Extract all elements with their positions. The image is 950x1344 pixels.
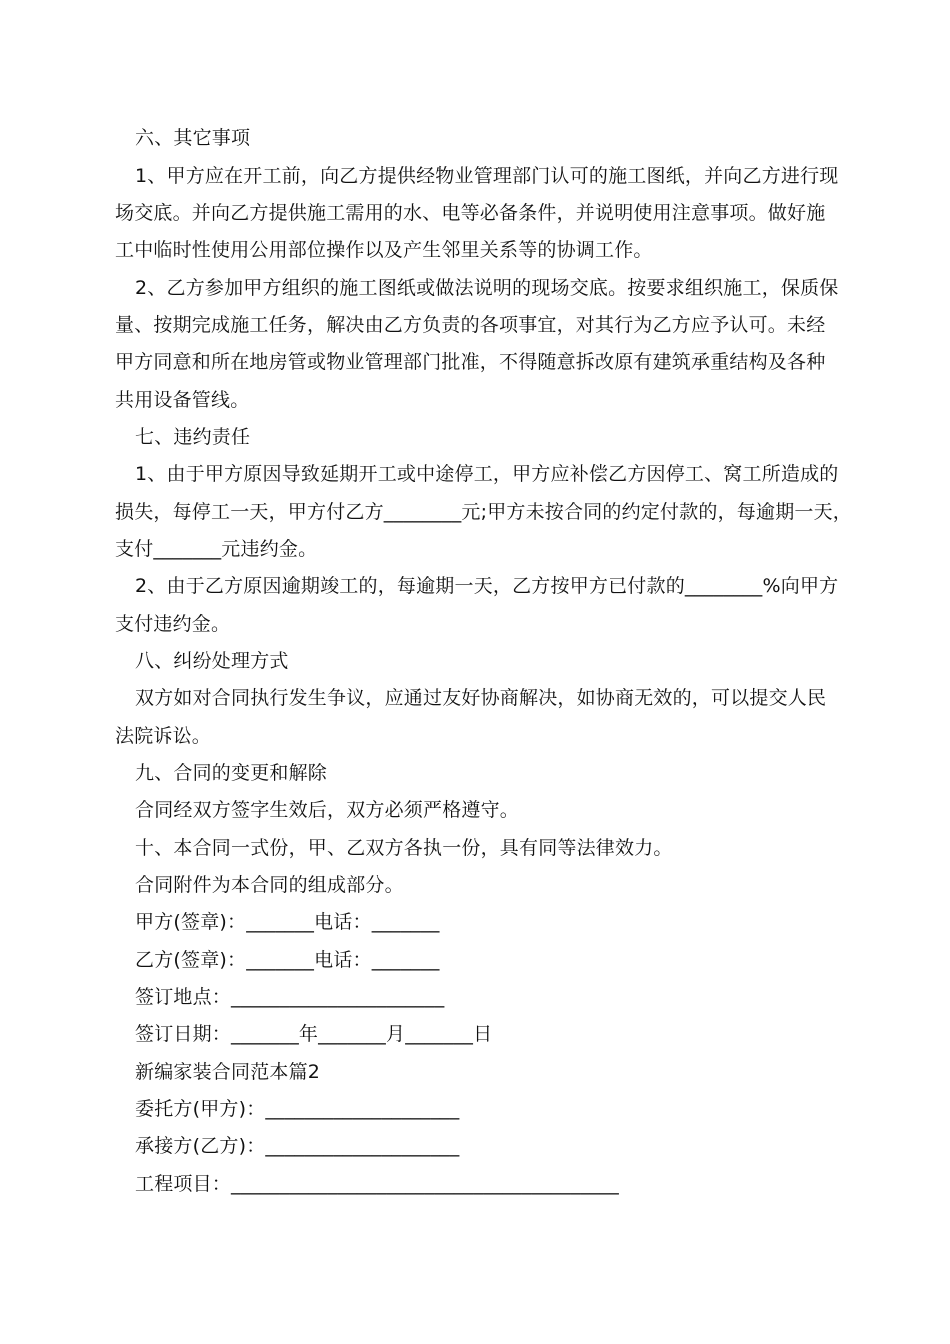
paragraph-line: 损失，每停工一天，甲方付乙方________元;甲方未按合同的约定付款的，每逾期一天， [115, 501, 853, 523]
paragraph-line: 双方如对合同执行发生争议，应通过友好协商解决，如协商无效的，可以提交人民 [135, 687, 827, 709]
signing-date-line: 签订日期：_______年_______月_______日 [135, 1023, 493, 1045]
client-party-line: 委托方(甲方)：____________________ [135, 1098, 460, 1120]
signature-line-party-b: 乙方(签章)：_______电话：_______ [135, 949, 440, 971]
paragraph-line: 场交底。并向乙方提供施工需用的水、电等必备条件，并说明使用注意事项。做好施 [115, 202, 826, 224]
paragraph-line: 支付_______元违约金。 [115, 538, 318, 560]
paragraph-line: 法院诉讼。 [115, 725, 212, 747]
paragraph-line: 2、乙方参加甲方组织的施工图纸或做法说明的现场交底。按要求组织施工，保质保 [135, 277, 839, 299]
section-heading-dispute-resolution: 八、纠纷处理方式 [135, 650, 289, 672]
paragraph-line: 支付违约金。 [115, 613, 231, 635]
signature-line-party-a: 甲方(签章)：_______电话：_______ [135, 911, 440, 933]
signing-place-line: 签订地点：______________________ [135, 986, 445, 1008]
contractor-party-line: 承接方(乙方)：____________________ [135, 1135, 460, 1157]
section-heading-contract-changes: 九、合同的变更和解除 [135, 762, 328, 784]
paragraph-line: 1、由于甲方原因导致延期开工或中途停工，甲方应补偿乙方因停工、窝工所造成的 [135, 463, 839, 485]
section-heading-contract-copies: 十、本合同一式份，甲、乙双方各执一份，具有同等法律效力。 [135, 837, 673, 859]
section-heading-breach-liability: 七、违约责任 [135, 426, 251, 448]
paragraph-line: 工中临时性使用公用部位操作以及产生邻里关系等的协调工作。 [115, 239, 653, 261]
section-heading-other-matters: 六、其它事项 [135, 127, 251, 149]
paragraph-line: 甲方同意和所在地房管或物业管理部门批准，不得随意拆改原有建筑承重结构及各种 [115, 351, 826, 373]
paragraph-line: 1、甲方应在开工前，向乙方提供经物业管理部门认可的施工图纸，并向乙方进行现 [135, 165, 839, 187]
paragraph-line: 量、按期完成施工任务，解决由乙方负责的各项事宜，对其行为乙方应予认可。未经 [115, 314, 826, 336]
document-subtitle: 新编家装合同范本篇2 [135, 1061, 321, 1083]
paragraph-line: 合同经双方签字生效后，双方必须严格遵守。 [135, 799, 520, 821]
paragraph-line: 合同附件为本合同的组成部分。 [135, 874, 404, 896]
paragraph-line: 共用设备管线。 [115, 389, 250, 411]
project-line: 工程项目：________________________________________ [135, 1173, 620, 1195]
paragraph-line: 2、由于乙方原因逾期竣工的，每逾期一天，乙方按甲方已付款的________%向甲方 [135, 575, 839, 597]
